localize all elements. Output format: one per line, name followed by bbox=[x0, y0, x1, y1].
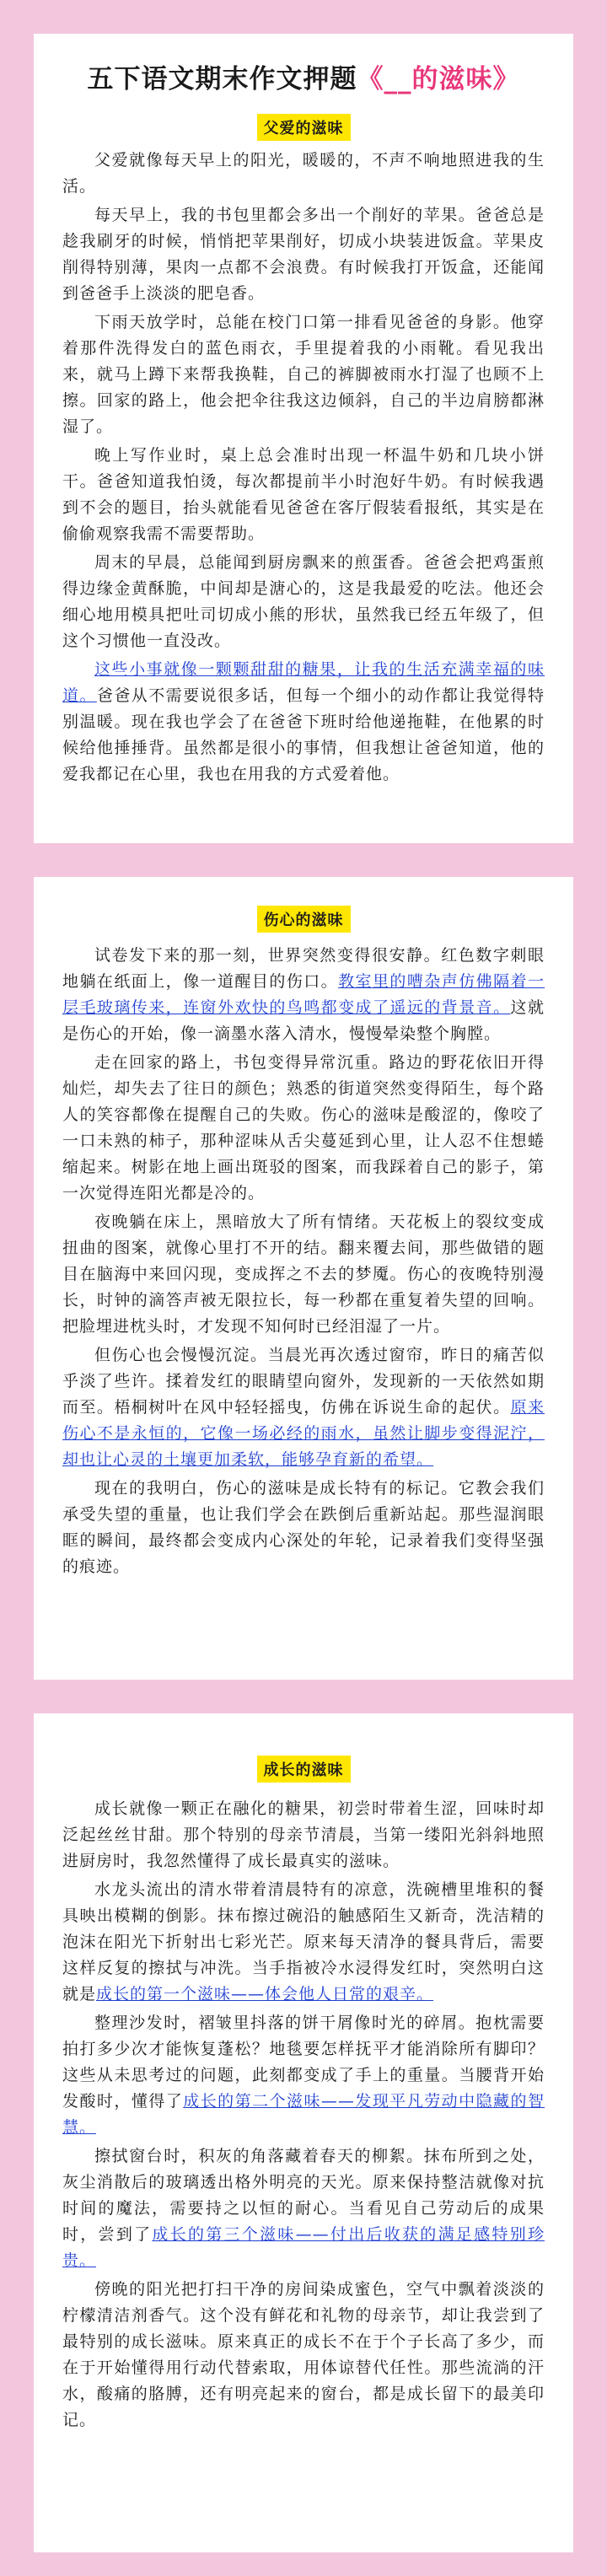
paragraph bbox=[62, 550, 545, 654]
underlined-sentence: 这些小事就像一颗颗甜甜的糖果，让我的生活充满幸福的味道。 bbox=[62, 660, 545, 705]
paragraph bbox=[62, 2010, 545, 2141]
paragraph-text: 水龙头流出的清水带着清晨特有的凉意，洗碗槽里堆积的餐具映出模糊的倒影。抹布擦过碗沿的触感陌生又新奇，洗洁精的泡沫在阳光下折射出七彩光芒。原来每天清净的餐具背后，需要这样反复的擦拭与冲洗。当手指被冷水浸得发红时，突然明白这就是 bbox=[62, 1880, 545, 2003]
paragraph-text: 傍晚的阳光把打扫干净的房间染成蜜色，空气中飘着淡淡的柠檬清洁剂香气。这个没有鲜花和礼物的母亲节，却让我尝到了最特别的成长滋味。原来真正的成长不在于个子长高了多少，而在于开始懂得用行动代替索取，用体谅替代任性。那些流淌的汗水，酸痛的胳膊，还有明亮起来的窗台，都是成长留下的最美印记。 bbox=[62, 2280, 545, 2429]
paragraph bbox=[62, 657, 545, 788]
paragraph bbox=[62, 943, 545, 1047]
paragraph-text: 这就是伤心的开始，像一滴墨水落入清水，慢慢晕染整个胸膛。 bbox=[62, 998, 545, 1043]
underlined-sentence: 成长的第二个滋味——发现平凡劳动中隐藏的智慧。 bbox=[62, 2092, 545, 2137]
paragraph-text: 擦拭窗台时，积灰的角落藏着春天的柳絮。抹布所到之处，灰尘消散后的玻璃透出格外明亮的天光。原来保持整洁就像对抗时间的魔法，需要持之以恒的耐心。当看见自己劳动后的成果时，尝到了 bbox=[62, 2147, 545, 2244]
paragraph-text: 晚上写作业时，桌上总会准时出现一杯温牛奶和几块小饼干。爸爸知道我怕烫，每次都提前半小时泡好牛奶。有时候我遇到不会的题目，抬头就能看见爸爸在客厅假装看报纸，其实是在偷偷观察我需不需要帮助。 bbox=[62, 446, 545, 543]
paragraph-text: 父爱就像每天早上的阳光，暖暖的，不声不响地照进我的生活。 bbox=[62, 151, 545, 196]
underlined-sentence: 教室里的嘈杂声仿佛隔着一层毛玻璃传来，连窗外欢快的鸟鸣都变成了遥远的背景音。 bbox=[62, 972, 545, 1017]
page-title bbox=[62, 57, 545, 95]
section-title: 成长的滋味 bbox=[257, 1756, 351, 1783]
paragraph bbox=[62, 1342, 545, 1473]
paragraph bbox=[62, 202, 545, 307]
paragraph bbox=[62, 2277, 545, 2433]
paragraph-text: 整理沙发时，褶皱里抖落的饼干屑像时光的碎屑。抱枕需要拍打多少次才能恢复蓬松？地毯要怎样抚平才能消除所有脚印？这些从未思考过的问题，此刻都变成了手上的重量。当腰背开始发酸时，懂得了 bbox=[62, 2014, 545, 2111]
section-card-sadness bbox=[34, 877, 573, 1680]
title-highlight: 《__的滋味》 bbox=[357, 64, 520, 94]
paragraph bbox=[62, 2143, 545, 2274]
paragraph bbox=[62, 1476, 545, 1580]
paragraph-text: 现在的我明白，伤心的滋味是成长特有的标记。它教会我们承受失望的重量，也让我们学会在跌倒后重新站起。那些湿润眼眶的瞬间，最终都会变成内心深处的年轮，记录着我们变得坚强的痕迹。 bbox=[62, 1479, 545, 1576]
paragraph bbox=[62, 1877, 545, 2008]
paragraph-text: 成长就像一颗正在融化的糖果，初尝时带着生涩，回味时却泛起丝丝甘甜。那个特别的母亲节清晨，当第一缕阳光斜斜地照进厨房时，我忽然懂得了成长最真实的滋味。 bbox=[62, 1799, 545, 1870]
paragraph-text: 每天早上，我的书包里都会多出一个削好的苹果。爸爸总是趁我刷牙的时候，悄悄把苹果削好，切成小块装进饭盒。苹果皮削得特别薄，果肉一点都不会浪费。有时候我打开饭盒，还能闻到爸爸手上淡淡的肥皂香。 bbox=[62, 206, 545, 303]
underlined-sentence: 成长的第三个滋味——付出后收获的满足感特别珍贵。 bbox=[62, 2225, 545, 2270]
paragraph bbox=[62, 309, 545, 440]
paragraph-text: 试卷发下来的那一刻，世界突然变得很安静。红色数字刺眼地躺在纸面上，像一道醒目的伤口。 bbox=[62, 946, 545, 991]
paragraph bbox=[62, 148, 545, 200]
paragraph-text: 下雨天放学时，总能在校门口第一排看见爸爸的身影。他穿着那件洗得发白的蓝色雨衣，手里提着我的小雨靴。看见我出来，就马上蹲下来帮我换鞋，自己的裤脚被雨水打湿了也顾不上擦。回家的路上，他会把伞往我这边倾斜，自己的半边肩膀都淋湿了。 bbox=[62, 313, 545, 436]
paragraph-text: 爸爸从不需要说很多话，但每一个细小的动作都让我觉得特别温暖。现在我也学会了在爸爸下班时给他递拖鞋，在他累的时候给他捶捶背。虽然都是很小的事情，但我想让爸爸知道，他的爱我都记在心里，我也在用我的方式爱着他。 bbox=[62, 686, 545, 783]
section-card-fatherly-love bbox=[34, 34, 573, 843]
paragraph bbox=[62, 1796, 545, 1874]
section-title: 父爱的滋味 bbox=[257, 114, 351, 141]
underlined-sentence: 成长的第一个滋味——体会他人日常的艰辛。 bbox=[96, 1985, 434, 2003]
paragraph bbox=[62, 443, 545, 547]
underlined-sentence: 原来伤心不是永恒的，它像一场必经的雨水，虽然让脚步变得泥泞，却也让心灵的土壤更加柔软，能够孕育新的希望。 bbox=[62, 1398, 545, 1469]
paragraph-text: 但伤心也会慢慢沉淀。当晨光再次透过窗帘，昨日的痛苦似乎淡了些许。揉着发红的眼睛望向窗外，发现新的一天依然如期而至。梧桐树叶在风中轻轻摇曳，仿佛在诉说生命的起伏。 bbox=[62, 1346, 545, 1417]
title-prefix: 五下语文期末作文押题 bbox=[87, 64, 357, 94]
paragraph-text: 周末的早晨，总能闻到厨房飘来的煎蛋香。爸爸会把鸡蛋煎得边缘金黄酥脆，中间却是溏心的，这是我最爱的吃法。他还会细心地用模具把吐司切成小熊的形状，虽然我已经五年级了，但这个习惯他一直没改。 bbox=[62, 553, 545, 650]
paragraph bbox=[62, 1209, 545, 1340]
paragraph bbox=[62, 1050, 545, 1207]
paragraph-text: 夜晚躺在床上，黑暗放大了所有情绪。天花板上的裂纹变成扭曲的图案，就像心里打不开的结。翻来覆去间，那些做错的题目在脑海中来回闪现，变成挥之不去的梦魇。伤心的夜晚特别漫长，时钟的滴答声被无限拉长，每一秒都在重复着失望的回响。把脸埋进枕头时，才发现不知何时已经泪湿了一片。 bbox=[62, 1213, 545, 1336]
section-card-growing-up bbox=[34, 1713, 573, 2552]
paragraph-text: 走在回家的路上，书包变得异常沉重。路边的野花依旧开得灿烂，却失去了往日的颜色；熟悉的街道突然变得陌生，每个路人的笑容都像在提醒自己的失败。伤心的滋味是酸涩的，像咬了一口未熟的柿子，那种涩味从舌尖蔓延到心里，让人忍不住想蜷缩起来。树影在地上画出斑驳的图案，而我踩着自己的影子，第一次觉得连阳光都是冷的。 bbox=[62, 1053, 545, 1202]
section-title: 伤心的滋味 bbox=[257, 906, 351, 933]
